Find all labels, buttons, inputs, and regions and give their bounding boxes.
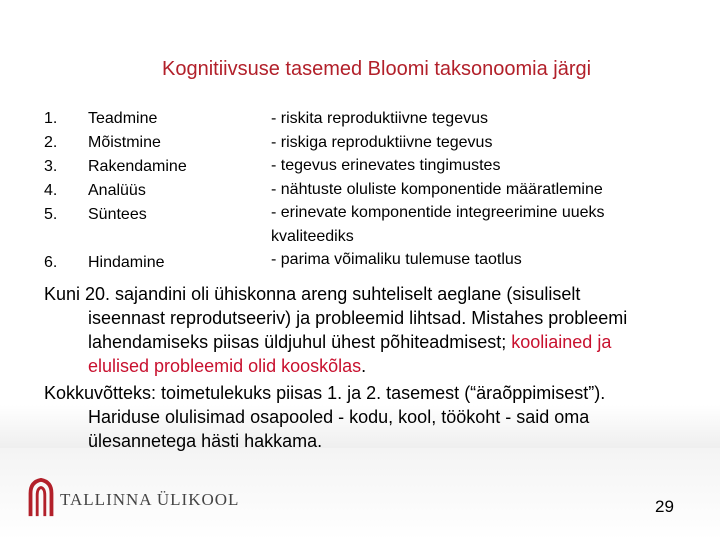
- paragraph-line: iseennast reprodutseeriv) ja probleemid lihtsad. Mistahes probleemi: [88, 308, 628, 328]
- description-item: kvaliteediks: [271, 227, 354, 245]
- paragraph-text: .: [361, 356, 367, 376]
- paragraph-line: Kokkuvõtteks: toimetulekuks piisas 1. ja 2. tasemest (“äraõppimisest”).: [44, 383, 606, 403]
- level-number: 6.: [44, 254, 58, 271]
- paragraph-summary: [44, 381, 684, 453]
- paragraph-line: Hariduse olulisimad osapooled - kodu, kool, töökoht - said oma: [88, 407, 590, 427]
- highlight-text: kooliained ja: [506, 332, 612, 352]
- level-number: 4.: [44, 182, 58, 199]
- page-number: 29: [655, 497, 674, 516]
- description-item: - nähtuste oluliste komponentide määratlemine: [271, 180, 603, 198]
- paragraph-history: [44, 282, 684, 378]
- university-name: TALLINNA ÜLIKOOL: [60, 490, 240, 509]
- paragraph-line: ülesannetega hästi hakkama.: [88, 431, 323, 451]
- level-name: Mõistmine: [88, 134, 161, 151]
- university-logo-icon: [26, 478, 56, 518]
- level-number: 1.: [44, 110, 58, 127]
- description-item: - riskiga reproduktiivne tegevus: [271, 133, 493, 151]
- highlight-text: elulised probleemid olid kooskõlas: [88, 356, 362, 376]
- level-name: Teadmine: [88, 110, 158, 127]
- description-item: - riskita reproduktiivne tegevus: [271, 110, 488, 127]
- description-item: - parima võimaliku tulemuse taotlus: [271, 251, 522, 268]
- level-name: Analüüs: [88, 182, 146, 199]
- level-name: Hindamine: [88, 254, 165, 271]
- paragraph-line: [44, 330, 684, 354]
- paragraph-line: [44, 354, 684, 378]
- slide-title: Kognitiivsuse tasemed Bloomi taksonoomia järgi: [162, 58, 592, 80]
- paragraph-text: lahendamiseks piisas üldjuhul ühest põhiteadmisest;: [88, 332, 507, 352]
- level-name: Süntees: [88, 206, 147, 223]
- level-number: 5.: [44, 206, 58, 223]
- description-item: - erinevate komponentide integreerimine uueks: [271, 204, 605, 221]
- level-number: 2.: [44, 134, 58, 151]
- level-number: 3.: [44, 158, 58, 175]
- descriptions-list: [271, 107, 681, 272]
- paragraph-line: Kuni 20. sajandini oli ühiskonna areng suhteliselt aeglane (sisuliselt: [44, 284, 581, 304]
- level-name: Rakendamine: [88, 158, 187, 175]
- description-item: - tegevus erinevates tingimustes: [271, 157, 501, 174]
